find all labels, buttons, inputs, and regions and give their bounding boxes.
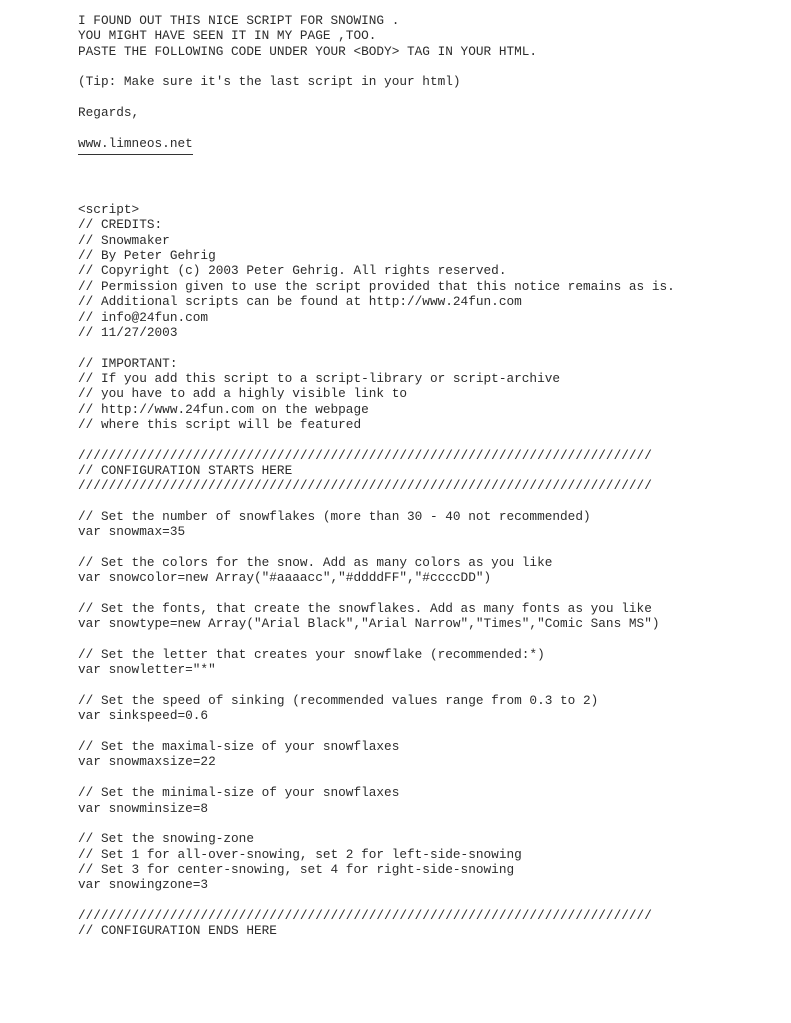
code-line: // 11/27/2003 (78, 324, 178, 340)
code-line: // Set the letter that creates your snowflake (recommended:*) (78, 647, 545, 663)
code-line: var sinkspeed=0.6 (78, 708, 209, 724)
intro-line-1: I FOUND OUT THIS NICE SCRIPT FOR SNOWING . (78, 13, 400, 28)
code-line: // IMPORTANT: (78, 355, 178, 371)
code-line: // Set the snowing-zone (78, 831, 254, 847)
code-line: // Set the maximal-size of your snowflaxes (78, 739, 400, 755)
code-line: var snowtype=new Array("Arial Black","Arial Narrow","Times","Comic Sans MS") (78, 616, 660, 632)
code-slash-divider: /////////////////////////////////////////////////////////////////////////// (78, 907, 652, 923)
code-line: // Set 3 for center-snowing, set 4 for right-side-snowing (78, 861, 515, 877)
code-line: // CREDITS: (78, 217, 163, 233)
tip-text: (Tip: Make sure it's the last script in your html) (78, 74, 461, 90)
code-line: // Set the number of snowflakes (more than 30 - 40 not recommended) (78, 508, 591, 524)
code-line: // CONFIGURATION ENDS HERE (78, 923, 277, 939)
code-line: // where this script will be featured (78, 416, 362, 432)
code-line: // Set the minimal-size of your snowflaxes (78, 785, 400, 801)
code-line: // Snowmaker (78, 232, 170, 248)
intro-line-3: PASTE THE FOLLOWING CODE UNDER YOUR <BODY> TAG IN YOUR HTML. (78, 43, 538, 59)
script-open-tag: <script> (78, 202, 140, 218)
regards-text: Regards, (78, 105, 140, 121)
code-line: // Set 1 for all-over-snowing, set 2 for left-side-snowing (78, 846, 522, 862)
document-body (78, 13, 778, 939)
code-line: // Copyright (c) 2003 Peter Gehrig. All rights reserved. (78, 263, 507, 279)
code-line: var snowminsize=8 (78, 800, 209, 816)
code-line: // http://www.24fun.com on the webpage (78, 401, 369, 417)
code-line: var snowmaxsize=22 (78, 754, 216, 770)
code-line: // Permission given to use the script provided that this notice remains as is. (78, 278, 675, 294)
code-line: var snowletter="*" (78, 662, 216, 678)
code-line: // If you add this script to a script-library or script-archive (78, 370, 561, 386)
site-url: www.limneos.net (78, 135, 193, 151)
code-line: // Additional scripts can be found at http://www.24fun.com (78, 294, 522, 310)
code-line: // you have to add a highly visible link to (78, 386, 408, 402)
divider-line (78, 154, 193, 155)
code-line: // Set the colors for the snow. Add as many colors as you like (78, 555, 553, 570)
code-line: // Set the speed of sinking (recommended values range from 0.3 to 2) (78, 693, 599, 709)
code-line: // info@24fun.com (78, 309, 209, 325)
code-slash-divider: /////////////////////////////////////////////////////////////////////////// (78, 478, 652, 494)
code-line: // By Peter Gehrig (78, 248, 216, 264)
code-line: var snowingzone=3 (78, 877, 209, 893)
code-line: var snowcolor=new Array("#aaaacc","#ddddFF","#ccccDD") (78, 570, 492, 586)
code-slash-divider: /////////////////////////////////////////////////////////////////////////// (78, 447, 652, 463)
code-line: var snowmax=35 (78, 524, 186, 540)
code-line: // Set the fonts, that create the snowflakes. Add as many fonts as you like (78, 601, 652, 617)
intro-line-2: YOU MIGHT HAVE SEEN IT IN MY PAGE ,TOO. (78, 28, 377, 44)
code-line: // CONFIGURATION STARTS HERE (78, 462, 293, 478)
